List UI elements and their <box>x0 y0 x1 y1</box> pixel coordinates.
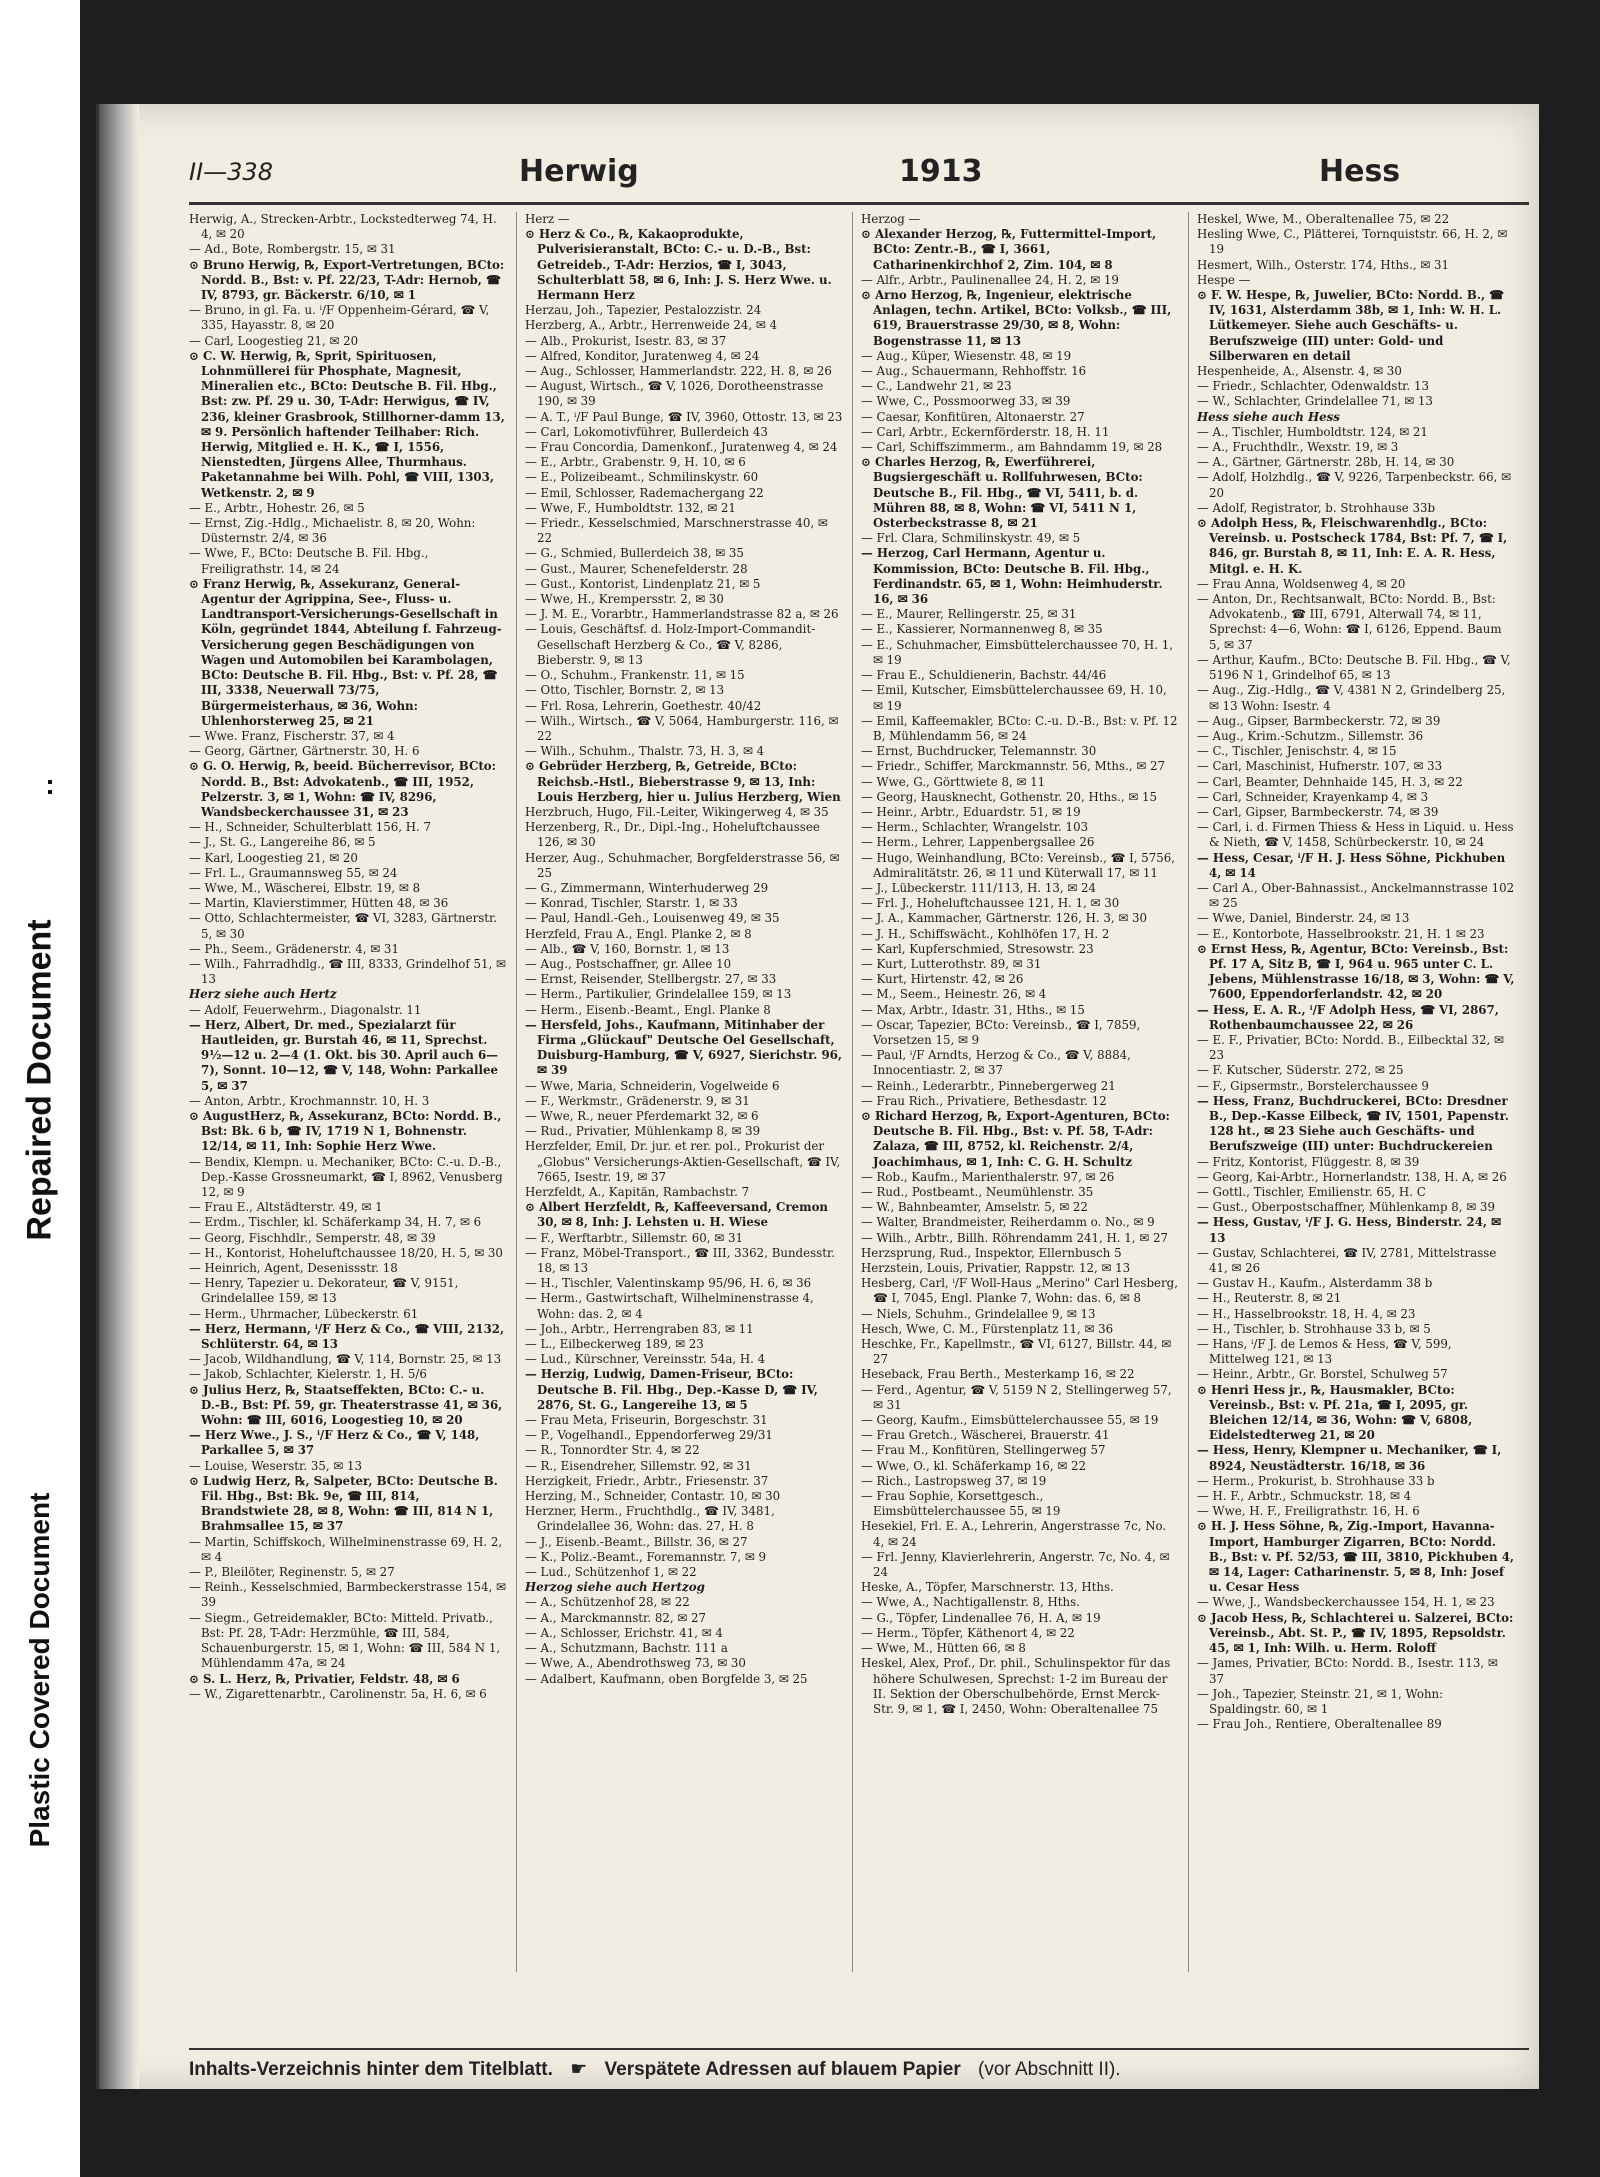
directory-entry: — H. F., Arbtr., Schmuckstr. 18, ✉ 4 <box>1197 1489 1412 1504</box>
directory-entry: — Herm., Eisenb.-Beamt., Engl. Planke 8 <box>525 1002 771 1017</box>
directory-entry: — E., Maurer, Rellingerstr. 25, ✉ 31 <box>861 607 1077 622</box>
directory-entry: — Heinr., Arbtr., Gr. Borstel, Schulweg 57 <box>1197 1367 1448 1382</box>
scanned-directory-page <box>96 104 1539 2089</box>
directory-entry: — Gust., Oberpostschaffner, Mühlenkamp 8, ✉ 39 <box>1197 1200 1495 1215</box>
directory-cross-reference: Herzog siehe auch Hertzog <box>525 1580 705 1595</box>
pointing-hand-icon: ☛ <box>570 2059 588 2080</box>
directory-entry: — Aug., Zig.-Hdlg., ☎ V, 4381 N 2, Grindelberg 25, ✉ 13 Wohn: Isestr. 4 <box>1197 683 1506 713</box>
directory-entry: — Bruno, in gl. Fa. u. ⁱ/F Oppenheim-Gérard, ☎ V, 335, Hayasstr. 8, ✉ 20 <box>189 303 490 333</box>
directory-entry: — H., Tischler, Valentinskamp 95/96, H. 6, ✉ 36 <box>525 1276 812 1291</box>
directory-entry: — Herm., Schlachter, Wrangelstr. 103 <box>861 820 1089 835</box>
directory-entry: — R., Eisendreher, Sillemstr. 92, ✉ 31 <box>525 1458 752 1473</box>
directory-entry: — Ernst, Zig.-Hdlg., Michaelistr. 8, ✉ 20, Wohn: Düsternstr. 2/4, ✉ 36 <box>189 516 476 546</box>
directory-entry: — Erdm., Tischler, kl. Schäferkamp 34, H. 7, ✉ 6 <box>189 1215 482 1230</box>
directory-entry: — Jacob, Wildhandlung, ☎ V, 114, Bornstr. 25, ✉ 13 <box>189 1352 502 1367</box>
directory-entry: — E., Arbtr., Hohestr. 26, ✉ 5 <box>189 500 365 515</box>
directory-entry: — Wwe, A., Nachtigallenstr. 8, Hths. <box>861 1595 1080 1610</box>
label-marker <box>48 790 52 794</box>
directory-entry: — Frau Joh., Rentiere, Oberaltenallee 89 <box>1197 1717 1442 1732</box>
directory-entry: — Frau E., Altstädterstr. 49, ✉ 1 <box>189 1200 383 1215</box>
directory-entry: — L., Eilbeckerweg 189, ✉ 23 <box>525 1337 704 1352</box>
directory-entry: — Alb., ☎ V, 160, Bornstr. 1, ✉ 13 <box>525 941 730 956</box>
directory-entry: — Emil, Kutscher, Eimsbüttelerchaussee 69, H. 10, ✉ 19 <box>861 683 1167 713</box>
page-number: II—338 <box>189 158 273 186</box>
directory-entry: — Carl, Gipser, Barmbeckerstr. 74, ✉ 39 <box>1197 804 1439 819</box>
directory-entry: Herzsprung, Rud., Inspektor, Ellernbusch 5 <box>861 1245 1122 1260</box>
directory-entry: — E., Arbtr., Grabenstr. 9, H. 10, ✉ 6 <box>525 455 746 470</box>
directory-entry: — H., Kontorist, Hoheluftchaussee 18/20, H. 5, ✉ 30 <box>189 1245 503 1260</box>
directory-entry: — Otto, Schlachtermeister, ☎ VI, 3283, Gärtnerstr. 5, ✉ 30 <box>189 911 498 941</box>
directory-entry: — Lud., Kürschner, Vereinsstr. 54a, H. 4 <box>525 1352 766 1367</box>
directory-listing-advert: ⊙ Jacob Hess, ℞, Schlachterei u. Salzerei, BCto: Vereinsb., Abt. St. P., ☎ IV, 1895, Repsoldstr. 45, ✉ 1, Inh: Wilh. u. Herm. Roloff <box>1197 1610 1514 1656</box>
directory-entry: — G., Töpfer, Lindenallee 76, H. A, ✉ 19 <box>861 1610 1101 1625</box>
directory-entry: Heske, A., Töpfer, Marschnerstr. 13, Hths. <box>861 1580 1114 1595</box>
directory-cross-reference: Herz siehe auch Hertz <box>189 987 337 1002</box>
directory-listing-advert: — Herzig, Ludwig, Damen-Friseur, BCto: Deutsche B. Fil. Hbg., Dep.-Kasse D, ☎ IV, 2876, St. G., Langereihe 13, ✉ 5 <box>525 1367 818 1412</box>
directory-entry: — Herm., Töpfer, Käthenort 4, ✉ 22 <box>861 1625 1075 1640</box>
directory-entry: Herzberg, A., Arbtr., Herrenweide 24, ✉ 4 <box>525 318 778 333</box>
directory-listing-advert: ⊙ Adolph Hess, ℞, Fleischwarenhdlg., BCto: Vereinsb. u. Postscheck 1784, Bst: Pf. 7, ☎ I, 846, gr. Burstah 8, ✉ 11, Inh: E. A. R. Hess, Mitgl. e. H. K. <box>1197 516 1508 576</box>
directory-entry: — Alfr., Arbtr., Paulinenallee 24, H. 2, ✉ 19 <box>861 272 1119 287</box>
directory-entry: Heschke, Fr., Kapellmstr., ☎ VI, 6127, Billstr. 44, ✉ 27 <box>861 1337 1172 1367</box>
directory-entry: — Franz, Möbel-Transport., ☎ III, 3362, Bundesstr. 18, ✉ 13 <box>525 1245 836 1276</box>
directory-entry: — Aug., Schlosser, Hammerlandstr. 222, H. 8, ✉ 26 <box>525 364 832 379</box>
directory-listing-advert: — Herz Wwe., J. S., ⁱ/F Herz & Co., ☎ V, 148, Parkallee 5, ✉ 37 <box>189 1428 480 1458</box>
directory-entry: — O., Schuhm., Frankenstr. 11, ✉ 15 <box>525 668 745 683</box>
directory-entry: — Wwe. Franz, Fischerstr. 37, ✉ 4 <box>189 728 395 743</box>
directory-entry: — Joh., Arbtr., Herrengraben 83, ✉ 11 <box>525 1321 754 1336</box>
directory-entry: — Martin, Klavierstimmer, Hütten 48, ✉ 36 <box>189 896 449 911</box>
directory-entry: — Anton, Dr., Rechtsanwalt, BCto: Nordd. B., Bst: Advokatenb., ☎ III, 6791, Alterwall 74, ✉ 11, Sprechst: 4—6, Wohn: ☎ I, 6126, Eppend. Baum 5, ✉ 37 <box>1197 592 1502 652</box>
directory-entry: — H., Tischler, b. Strohhause 33 b, ✉ 5 <box>1197 1321 1431 1336</box>
label-marker <box>48 780 52 784</box>
directory-entry: — Wwe, O., kl. Schäferkamp 16, ✉ 22 <box>861 1458 1087 1473</box>
directory-entry: — Otto, Tischler, Bornstr. 2, ✉ 13 <box>525 683 725 698</box>
directory-entry: — Friedr., Schiffer, Marckmannstr. 56, Mths., ✉ 27 <box>861 759 1165 774</box>
directory-entry: Hesekiel, Frl. E. A., Lehrerin, Angerstrasse 7c, No. 4, ✉ 24 <box>861 1519 1167 1549</box>
directory-entry: — Kurt, Hirtenstr. 42, ✉ 26 <box>861 972 1024 987</box>
directory-entry: — C., Tischler, Jenischstr. 4, ✉ 15 <box>1197 744 1397 759</box>
directory-listing-advert: ⊙ F. W. Hespe, ℞, Juwelier, BCto: Nordd. B., ☎ IV, 1631, Alsterdamm 38b, ✉ 1, Inh: W. H. L. Lütkemeyer. Siehe auch Geschäfts- u. Berufszweige (III) unter: Gold- und Silberwaren en detail <box>1197 288 1504 363</box>
directory-cross-reference: Hess siehe auch Hess <box>1197 409 1340 424</box>
directory-listing-advert: ⊙ Bruno Herwig, ℞, Export-Vertretungen, BCto: Nordd. B., Bst: v. Pf. 22/23, T-Adr: Hernob, ☎ IV, 8793, gr. Bäckerstr. 6/10, ✉ 1 <box>189 257 505 303</box>
repaired-document-label: Repaired Document <box>20 919 59 1241</box>
directory-entry: — Walter, Brandmeister, Reiherdamm o. No., ✉ 9 <box>861 1215 1155 1230</box>
directory-entry: — M., Seem., Heinestr. 26, ✉ 4 <box>861 987 1047 1002</box>
directory-entry: — Frau Meta, Friseurin, Borgeschstr. 31 <box>525 1413 768 1428</box>
footer-index-note: Inhalts-Verzeichnis hinter dem Titelblatt. <box>189 2059 553 2080</box>
directory-column-2 <box>525 212 843 1972</box>
directory-entry: — J., Lübeckerstr. 111/113, H. 13, ✉ 24 <box>861 880 1097 895</box>
header-first-word: Herwig <box>519 154 639 189</box>
directory-entry: — F. Kutscher, Süderstr. 272, ✉ 25 <box>1197 1063 1404 1078</box>
directory-entry: — Louise, Weserstr. 35, ✉ 13 <box>189 1458 363 1473</box>
directory-entry: — Wwe, F., BCto: Deutsche B. Fil. Hbg., Freiligrathstr. 14, ✉ 24 <box>189 546 429 576</box>
directory-entry: — Max, Arbtr., Idastr. 31, Hths., ✉ 15 <box>861 1002 1085 1017</box>
directory-entry: — Anton, Arbtr., Krochmannstr. 10, H. 3 <box>189 1093 430 1108</box>
directory-entry: — A. T., ⁱ/F Paul Bunge, ☎ IV, 3960, Ottostr. 13, ✉ 23 <box>525 409 843 424</box>
directory-column-4 <box>1197 212 1515 1972</box>
directory-columns <box>189 212 1529 1972</box>
directory-entry: — P., Vogelhandl., Eppendorferweg 29/31 <box>525 1428 773 1443</box>
directory-listing-advert: ⊙ G. O. Herwig, ℞, beeid. Bücherrevisor, BCto: Nordd. B., Bst: Advokatenb., ☎ III, 1952, Pelzerstr. 3, ✉ 1, Wohn: ☎ IV, 8296, Wandsbeckerchaussee 31, ✉ 23 <box>189 759 497 819</box>
header-rule <box>189 202 1529 205</box>
directory-entry: — Aug., Küper, Wiesenstr. 48, ✉ 19 <box>861 348 1072 363</box>
directory-entry: Herzenberg, R., Dr., Dipl.-Ing., Hoheluftchaussee 126, ✉ 30 <box>525 820 820 850</box>
directory-entry: — Kurt, Lutterothstr. 89, ✉ 31 <box>861 956 1042 971</box>
directory-entry: — Wwe, M., Hütten 66, ✉ 8 <box>861 1641 1026 1656</box>
directory-entry: — Lud., Schützenhof 1, ✉ 22 <box>525 1565 697 1580</box>
directory-entry: — Adalbert, Kaufmann, oben Borgfelde 3, ✉ 25 <box>525 1671 808 1686</box>
directory-entry: — G., Schmied, Bullerdeich 38, ✉ 35 <box>525 546 744 561</box>
directory-entry: — Aug., Schauermann, Rehhoffstr. 16 <box>861 364 1087 379</box>
directory-entry: — Karl, Kupferschmied, Stresowstr. 23 <box>861 941 1094 956</box>
directory-entry: Heskel, Wwe, M., Oberaltenallee 75, ✉ 22 <box>1197 212 1450 226</box>
directory-listing-advert: — Herzog, Carl Hermann, Agentur u. Kommission, BCto: Deutsche B. Fil. Hbg., Ferdinandstr. 65, ✉ 1, Wohn: Heimhuderstr. 16, ✉ 36 <box>861 546 1163 607</box>
directory-listing-advert: — Hess, E. A. R., ⁱ/F Adolph Hess, ☎ VI, 2867, Rothenbaumchaussee 22, ✉ 26 <box>1197 1002 1499 1032</box>
directory-entry: Heseback, Frau Berth., Mesterkamp 16, ✉ 22 <box>861 1367 1135 1382</box>
directory-listing-advert: ⊙ Albert Herzfeldt, ℞, Kaffeeversand, Cremon 30, ✉ 8, Inh: J. Lehsten u. H. Wiese <box>525 1200 829 1230</box>
directory-entry: — Heinr., Arbtr., Eduardstr. 51, ✉ 19 <box>861 804 1081 819</box>
column-divider <box>516 212 517 1972</box>
directory-entry: — Ernst, Buchdrucker, Telemannstr. 30 <box>861 744 1097 759</box>
directory-entry: — Hans, ⁱ/F J. de Lemos & Hess, ☎ V, 599, Mittelweg 121, ✉ 13 <box>1197 1337 1452 1367</box>
directory-entry: — Georg, Gärtner, Gärtnerstr. 30, H. 6 <box>189 744 420 759</box>
directory-entry: — Arthur, Kaufm., BCto: Deutsche B. Fil. Hbg., ☎ V, 5196 N 1, Grindelhof 65, ✉ 13 <box>1197 652 1511 683</box>
directory-entry: — Aug., Gipser, Barmbeckerstr. 72, ✉ 39 <box>1197 713 1441 728</box>
directory-entry: Hesberg, Carl, ⁱ/F Woll-Haus „Merino" Carl Hesberg, ☎ I, 7045, Engl. Planke 7, Wohn: das. 6, ✉ 8 <box>861 1276 1178 1306</box>
directory-entry: — Gust., Kontorist, Lindenplatz 21, ✉ 5 <box>525 576 761 591</box>
directory-entry: Herzfelder, Emil, Dr. jur. et rer. pol., Prokurist der „Globus" Versicherungs-Aktien-Gesellschaft, ☎ IV, 7665, Isestr. 19, ✉ 37 <box>525 1139 841 1184</box>
directory-entry: — Frau Gretch., Wäscherei, Brauerstr. 41 <box>861 1428 1110 1443</box>
directory-listing-advert: ⊙ C. W. Herwig, ℞, Sprit, Spirituosen, Lohnmüllerei für Phosphate, Magnesit, Mineralien etc., BCto: Deutsche B. Fil. Hbg., Bst: zw. Pf. 29 u. 30, T-Adr: Herwigus, ☎ IV, 236, kleiner Grasbrook, Stillhorner-damm 13, ✉ 9. Persönlich haftender Teilhaber: Rich. Herwig, Mitglied e. H. K., ☎ I, 1556, Nienstedten, Jürgens Allee, Thurmhaus. Paketannahme bei Wilh. Pohl, ☎ VIII, 1303, Wetkenstr. 2, ✉ 9 <box>189 348 505 500</box>
directory-listing-advert: — Herz, Hermann, ⁱ/F Herz & Co., ☎ VIII, 2132, Schlüterstr. 64, ✉ 13 <box>189 1321 505 1352</box>
directory-entry: — Aug., Krim.-Schutzm., Sillemstr. 36 <box>1197 728 1424 743</box>
directory-entry: — Wwe, J., Wandsbeckerchaussee 154, H. 1, ✉ 23 <box>1197 1595 1495 1610</box>
directory-entry: — A., Schützenhof 28, ✉ 22 <box>525 1595 690 1610</box>
directory-listing-advert: ⊙ Ernst Hess, ℞, Agentur, BCto: Vereinsb., Bst: Pf. 17 A, Sitz B, ☎ I, 964 u. 965 unter C. L. Jebens, Mühlenstrasse 16/18, ✉ 3, Wohn: ☎ V, 7600, Eppendorferlandstr. 42, ✉ 20 <box>1197 941 1515 1002</box>
directory-entry: — Adolf, Feuerwehrm., Diagonalstr. 11 <box>189 1002 422 1017</box>
directory-entry: — E., Polizeibeamt., Schmilinskystr. 60 <box>525 470 759 485</box>
directory-entry: — Frl. Jenny, Klavierlehrerin, Angerstr. 7c, No. 4, ✉ 24 <box>861 1549 1170 1580</box>
directory-entry: — A., Tischler, Humboldtstr. 124, ✉ 21 <box>1197 424 1428 439</box>
directory-entry: — C., Landwehr 21, ✉ 23 <box>861 379 1012 394</box>
directory-entry: Herzigkeit, Friedr., Arbtr., Friesenstr. 37 <box>525 1473 769 1488</box>
directory-entry: — Joh., Tapezier, Steinstr. 21, ✉ 1, Wohn: Spaldingstr. 60, ✉ 1 <box>1197 1686 1444 1716</box>
directory-entry: — Carl, Lokomotivführer, Bullerdeich 43 <box>525 424 768 439</box>
directory-listing-advert: ⊙ Julius Herz, ℞, Staatseffekten, BCto: C.- u. D.-B., Bst: Pf. 59, gr. Theaterstrasse 41, ✉ 36, Wohn: ☎ III, 6016, Loogestieg 10, ✉ 20 <box>189 1382 503 1428</box>
directory-listing-advert: ⊙ Herz & Co., ℞, Kakaoprodukte, Pulverisieranstalt, BCto: C.- u. D.-B., Bst: Getreideb., T-Adr: Herzios, ☎ I, 3043, Schulterblatt 58, ✉ 6, Inh: J. S. Herz Wwe. u. Hermann Herz <box>525 227 832 303</box>
directory-entry: — Frau Concordia, Damenkonf., Juratenweg 4, ✉ 24 <box>525 440 838 455</box>
directory-entry: — Wwe, H., Krempersstr. 2, ✉ 30 <box>525 592 724 607</box>
directory-entry: — Wwe, Daniel, Binderstr. 24, ✉ 13 <box>1197 911 1410 926</box>
directory-entry: — Ernst, Reisender, Stellbergstr. 27, ✉ 33 <box>525 972 777 987</box>
directory-entry: — Siegm., Getreidemakler, BCto: Mitteld. Privatb., Bst: Pf. 28, T-Adr: Herzmühle, ☎ III, 584, Schauenburgerstr. 15, ✉ 1, Wohn: ☎ III, 584 N 1, Mühlendamm 47a, ✉ 24 <box>189 1610 501 1671</box>
directory-entry: Herzog — <box>861 212 921 226</box>
directory-entry: — Hugo, Weinhandlung, BCto: Vereinsb., ☎ I, 5756, Admiralitätstr. 26, ✉ 11 und Küterwall 17, ✉ 11 <box>861 850 1176 880</box>
directory-entry: — Frl. Rosa, Lehrerin, Goethestr. 40/42 <box>525 698 762 713</box>
directory-entry: — Frl. Clara, Schmilinskystr. 49, ✉ 5 <box>861 531 1081 546</box>
directory-entry: — W., Bahnbeamter, Amselstr. 5, ✉ 22 <box>861 1200 1088 1215</box>
directory-entry: — Frau E., Schuldienerin, Bachstr. 44/46 <box>861 668 1107 683</box>
directory-entry: — Konrad, Tischler, Starstr. 1, ✉ 33 <box>525 896 738 911</box>
directory-entry: — Georg, Kai-Arbtr., Hornerlandstr. 138, H. A, ✉ 26 <box>1197 1169 1507 1184</box>
directory-entry: — Carl, i. d. Firmen Thiess & Hess in Liquid. u. Hess & Nieth, ☎ V, 1458, Schürbeckerstr. 10, ✉ 24 <box>1197 820 1514 850</box>
directory-entry: — Herm., Partikulier, Grindelallee 159, ✉ 13 <box>525 987 792 1002</box>
page-header <box>189 148 1529 192</box>
directory-entry: — A., Schutzmann, Bachstr. 111 a <box>525 1641 728 1656</box>
directory-entry: — Reinh., Lederarbtr., Pinnebergerweg 21 <box>861 1078 1116 1093</box>
directory-entry: — Emil, Schlosser, Rademachergang 22 <box>525 485 764 500</box>
page-content <box>189 148 1529 2080</box>
directory-listing-advert: ⊙ Gebrüder Herzberg, ℞, Getreide, BCto: Reichsb.-Hstl., Bieberstrasse 9, ✉ 13, Inh: Louis Herzberg, hier u. Julius Herzberg, Wien <box>525 759 841 804</box>
directory-entry: — Wwe, F., Humboldtstr. 132, ✉ 21 <box>525 500 736 515</box>
directory-entry: — E., Schuhmacher, Eimsbüttelerchaussee 70, H. 1, ✉ 19 <box>861 637 1173 667</box>
directory-entry: — James, Privatier, BCto: Nordd. B., Isestr. 113, ✉ 37 <box>1197 1656 1498 1686</box>
directory-entry: — A., Gärtner, Gärtnerstr. 28b, H. 14, ✉ 30 <box>1197 455 1455 470</box>
directory-entry: — A., Schlosser, Erichstr. 41, ✉ 4 <box>525 1625 723 1640</box>
directory-entry: — Gust., Maurer, Schenefelderstr. 28 <box>525 561 748 576</box>
directory-entry: — Frau M., Konfitüren, Stellingerweg 57 <box>861 1443 1106 1458</box>
directory-entry: — E., Kassierer, Normannenweg 8, ✉ 35 <box>861 622 1103 637</box>
directory-entry: Hesling Wwe, C., Plätterei, Tornquiststr. 66, H. 2, ✉ 19 <box>1197 227 1508 257</box>
directory-entry: Herz — <box>525 212 570 226</box>
directory-entry: — F., Gipsermstr., Borstelerchaussee 9 <box>1197 1078 1429 1093</box>
directory-column-1 <box>189 212 507 1972</box>
directory-entry: Herzbruch, Hugo, Fil.-Leiter, Wikingerweg 4, ✉ 35 <box>525 804 829 819</box>
directory-entry: — Carl, Beamter, Dehnhaide 145, H. 3, ✉ 22 <box>1197 774 1463 789</box>
directory-entry: — Herm., Lehrer, Lappenbergsallee 26 <box>861 835 1095 850</box>
directory-entry: — Emil, Kaffeemakler, BCto: C.-u. D.-B., Bst: v. Pf. 12 B, Mühlendamm 56, ✉ 24 <box>861 713 1178 743</box>
directory-entry: — Carl, Schiffszimmerm., am Bahndamm 19, ✉ 28 <box>861 440 1163 455</box>
directory-entry: — A., Fruchthdlr., Wexstr. 19, ✉ 3 <box>1197 440 1399 455</box>
directory-listing-advert: ⊙ Henri Hess jr., ℞, Hausmakler, BCto: Vereinsb., Bst: v. Pf. 21a, ☎ I, 2095, gr. Bleichen 12/14, ✉ 36, Wohn: ☎ V, 6808, Eidelstedterweg 21, ✉ 20 <box>1197 1382 1473 1443</box>
directory-listing-advert: ⊙ AugustHerz, ℞, Assekuranz, BCto: Nordd. B., Bst: Bk. 6 b, ☎ IV, 1719 N 1, Bohnenstr. 12/14, ✉ 11, Inh: Sophie Herz Wwe. <box>189 1108 502 1154</box>
directory-entry: — Friedr., Kesselschmied, Marschnerstrasse 40, ✉ 22 <box>525 516 828 546</box>
directory-entry: — Georg, Kaufm., Eimsbüttelerchaussee 55, ✉ 19 <box>861 1413 1159 1428</box>
directory-entry: — Rich., Lastropsweg 37, ✉ 19 <box>861 1473 1047 1488</box>
directory-entry: Hesmert, Wilh., Osterstr. 174, Hths., ✉ 31 <box>1197 257 1449 272</box>
directory-listing-advert: ⊙ Arno Herzog, ℞, Ingenieur, elektrische Anlagen, techn. Artikel, BCto: Volksb., ☎ III, 619, Brauerstrasse 29/30, ✉ 8, Wohn: Bogenstrasse 11, ✉ 13 <box>861 288 1172 348</box>
directory-entry: — W., Schlachter, Grindelallee 71, ✉ 13 <box>1197 394 1433 409</box>
directory-entry: — Frl. J., Hoheluftchaussee 121, H. 1, ✉ 30 <box>861 896 1120 911</box>
directory-entry: Hespenheide, A., Alsenstr. 4, ✉ 30 <box>1197 364 1402 379</box>
directory-entry: — Rob., Kaufm., Marienthalerstr. 97, ✉ 26 <box>861 1169 1115 1184</box>
page-gutter <box>99 104 139 2089</box>
directory-entry: — Frau Rich., Privatiere, Bethesdastr. 12 <box>861 1093 1107 1108</box>
directory-listing-advert: ⊙ Ludwig Herz, ℞, Salpeter, BCto: Deutsche B. Fil. Hbg., Bst: Bk. 9e, ☎ III, 814, Brandstwiete 28, ✉ 8, Wohn: ☎ III, 814 N 1, Brahmsallee 15, ✉ 37 <box>189 1473 498 1534</box>
directory-entry: — G., Zimmermann, Winterhuderweg 29 <box>525 880 769 895</box>
directory-entry: — Wwe, C., Possmoorweg 33, ✉ 39 <box>861 394 1071 409</box>
directory-entry: — H., Schneider, Schulterblatt 156, H. 7 <box>189 820 432 835</box>
page-footer <box>189 2048 1529 2088</box>
directory-entry: — Frau Anna, Woldsenweg 4, ✉ 20 <box>1197 576 1406 591</box>
directory-entry: — Wilh., Arbtr., Billh. Röhrendamm 241, H. 1, ✉ 27 <box>861 1230 1168 1245</box>
directory-entry: — Jakob, Schlachter, Kielerstr. 1, H. 5/6 <box>189 1367 427 1382</box>
directory-entry: — Bendix, Klempn. u. Mechaniker, BCto: C.-u. D.-B., Dep.-Kasse Grossneumarkt, ☎ I, 8962, Venusberg 12, ✉ 9 <box>189 1154 503 1199</box>
directory-entry: — J., St. G., Langereihe 86, ✉ 5 <box>189 835 376 850</box>
directory-entry: — Wilh., Wirtsch., ☎ V, 5064, Hamburgerstr. 116, ✉ 22 <box>525 713 839 743</box>
directory-entry: Herzer, Aug., Schuhmacher, Borgfelderstrasse 56, ✉ 25 <box>525 850 840 880</box>
footer-section-note: (vor Abschnitt II). <box>978 2059 1121 2080</box>
directory-entry: — Alb., Prokurist, Isestr. 83, ✉ 37 <box>525 333 727 348</box>
directory-entry: — J. A., Kammacher, Gärtnerstr. 126, H. 3, ✉ 30 <box>861 911 1148 926</box>
directory-column-3 <box>861 212 1179 1972</box>
directory-listing-advert: — Hess, Franz, Buchdruckerei, BCto: Dresdner B., Dep.-Kasse Eilbeck, ☎ IV, 1501, Papenstr. 128 ht., ✉ 23 Siehe auch Geschäfts- und Berufszweige (III) unter: Buchdruckereien <box>1197 1093 1509 1154</box>
directory-entry: — Wilh., Fahrradhdlg., ☎ III, 8333, Grindelhof 51, ✉ 13 <box>189 956 506 987</box>
directory-entry: — Carl A., Ober-Bahnassist., Anckelmannstrasse 102 ✉ 25 <box>1197 880 1515 911</box>
directory-entry: — Carl, Loogestieg 21, ✉ 20 <box>189 333 359 348</box>
directory-entry: — Rud., Privatier, Mühlenkamp 8, ✉ 39 <box>525 1124 761 1139</box>
header-last-word: Hess <box>1319 154 1401 189</box>
directory-entry: — Alfred, Konditor, Juratenweg 4, ✉ 24 <box>525 348 760 363</box>
directory-entry: — Carl, Schneider, Krayenkamp 4, ✉ 3 <box>1197 789 1429 804</box>
directory-listing-advert: ⊙ S. L. Herz, ℞, Privatier, Feldstr. 48, ✉ 6 <box>189 1671 460 1686</box>
directory-entry: — Wwe, M., Wäscherei, Elbstr. 19, ✉ 8 <box>189 880 421 895</box>
directory-entry: — Henry, Tapezier u. Dekorateur, ☎ V, 9151, Grindelallee 159, ✉ 13 <box>189 1276 459 1306</box>
directory-entry: — Carl, Arbtr., Eckernförderstr. 18, H. 11 <box>861 424 1110 439</box>
directory-entry: — Niels, Schuhm., Grindelallee 9, ✉ 13 <box>861 1306 1096 1321</box>
directory-listing-advert: — Herz, Albert, Dr. med., Spezialarzt für Hautleiden, gr. Burstah 46, ✉ 11, Sprechst. 9½—12 u. 2—4 (1. Okt. bis 30. April auch 6—7), Sonnt. 10—12, ☎ V, 148, Wohn: Parkallee 5, ✉ 37 <box>189 1017 498 1093</box>
directory-entry: — Paul, ⁱ/F Arndts, Herzog & Co., ☎ V, 8884, Innocentiastr. 2, ✉ 37 <box>861 1048 1131 1078</box>
directory-entry: — Martin, Schiffskoch, Wilhelminenstrasse 69, H. 2, ✉ 4 <box>189 1534 503 1564</box>
directory-entry: — Wwe, R., neuer Pferdemarkt 32, ✉ 6 <box>525 1108 759 1123</box>
directory-entry: Herzner, Herm., Fruchthdlg., ☎ IV, 3481, Grindelallee 36, Wohn: das. 27, H. 8 <box>525 1504 775 1534</box>
directory-entry: — Herm., Gastwirtschaft, Wilhelminenstrasse 4, Wohn: das. 2, ✉ 4 <box>525 1291 814 1321</box>
directory-entry: — Gottl., Tischler, Emilienstr. 65, H. C <box>1197 1185 1426 1199</box>
directory-listing-advert: ⊙ Charles Herzog, ℞, Ewerführerei, Bugsiergeschäft u. Rollfuhrwesen, BCto: Deutsche B., Fil. Hbg., ☎ VI, 5411, b. d. Mühren 88, ✉ 8, Wohn: ☎ VI, 5411 N 1, Osterbeckstrasse 8, ✉ 21 <box>861 455 1143 531</box>
directory-listing-advert: ⊙ Richard Herzog, ℞, Export-Agenturen, BCto: Deutsche B. Fil. Hbg., Bst: v. Pf. 58, T-Adr: Zalaza, ☎ III, 8752, kl. Reichenstr. 2/4, Joachimhaus, ✉ 1, Inh: C. G. H. Schultz <box>861 1108 1170 1169</box>
directory-entry: Herzfeld, Frau A., Engl. Planke 2, ✉ 8 <box>525 926 752 941</box>
overlay-label-strip <box>0 0 80 2177</box>
directory-entry: Herzstein, Louis, Privatier, Rappstr. 12, ✉ 13 <box>861 1261 1131 1276</box>
directory-entry: — F., Werftarbtr., Sillemstr. 60, ✉ 31 <box>525 1230 743 1245</box>
header-year: 1913 <box>899 154 983 189</box>
directory-entry: Heskel, Alex, Prof., Dr. phil., Schulinspektor für das höhere Schulwesen, Sprechst: 1-2 im Bureau der II. Sektion der Oberschulbehörde, Ernst Merck-Str. 9, ✉ 1, ☎ I, 2450, Wohn: Oberaltenallee 75 <box>861 1656 1171 1716</box>
footer-late-addresses-note: Verspätete Adressen auf blauem Papier <box>604 2059 961 2080</box>
directory-listing-advert: ⊙ Franz Herwig, ℞, Assekuranz, General-Agentur der Agrippina, See-, Fluss- u. Landtransport-Versicherungs-Gesellschaft in Köln, gegründet 1844, Abteilung f. Fahrzeug-Versicherung gegen Beschädigungen von Wagen und Automobilen bei Karambolagen, BCto: Deutsche B. Fil. Hbg., Bst: v. Pf. 28, ☎ III, 3338, Neuerwall 73/75, Bürgermeisterhaus, ✉ 36, Wohn: Uhlenhorsterweg 25, ✉ 21 <box>189 576 502 728</box>
directory-entry: — Heinrich, Agent, Desenissstr. 18 <box>189 1261 398 1276</box>
directory-entry: — Herm., Prokurist, b. Strohhause 33 b <box>1197 1473 1435 1488</box>
directory-entry: — Georg, Fischhdlr., Semperstr. 48, ✉ 39 <box>189 1230 436 1245</box>
directory-entry: — J., Eisenb.-Beamt., Billstr. 36, ✉ 27 <box>525 1534 748 1549</box>
directory-entry: — Ph., Seem., Grädenerstr. 4, ✉ 31 <box>189 941 399 956</box>
directory-entry: — Frau Sophie, Korsettgesch., Eimsbüttelerchaussee 55, ✉ 19 <box>861 1489 1061 1519</box>
directory-listing-advert: ⊙ H. J. Hess Söhne, ℞, Zig.-Import, Havanna-Import, Hamburger Zigarren, BCto: Nordd. B., Bst: v. Pf. 52/53, ☎ III, 3810, Pickhuben 4, ✉ 14, Lager: Catharinenstr. 5, ✉ 8, Inh: Josef u. Cesar Hess <box>1197 1519 1515 1595</box>
directory-entry: — E. F., Privatier, BCto: Nordd. B., Eilbecktal 32, ✉ 23 <box>1197 1032 1504 1063</box>
directory-entry: — Frl. L., Graumannsweg 55, ✉ 24 <box>189 865 398 880</box>
directory-entry: — Gustav H., Kaufm., Alsterdamm 38 b <box>1197 1276 1433 1291</box>
directory-entry: — Fritz, Kontorist, Flüggestr. 8, ✉ 39 <box>1197 1154 1420 1169</box>
plastic-covered-document-label: Plastic Covered Document <box>24 1492 55 1848</box>
directory-entry: — Ad., Bote, Rombergstr. 15, ✉ 31 <box>189 242 396 257</box>
directory-entry: — Wilh., Schuhm., Thalstr. 73, H. 3, ✉ 4 <box>525 744 765 759</box>
directory-entry: — Herm., Uhrmacher, Lübeckerstr. 61 <box>189 1306 419 1321</box>
directory-entry: — Ferd., Agentur, ☎ V, 5159 N 2, Stellingerweg 57, ✉ 31 <box>861 1382 1172 1412</box>
directory-listing-advert: ⊙ Alexander Herzog, ℞, Futtermittel-Import, BCto: Zentr.-B., ☎ I, 3661, Catharinenkirchhof 2, Zim. 104, ✉ 8 <box>861 227 1157 272</box>
directory-entry: — P., Bleilöter, Reginenstr. 5, ✉ 27 <box>189 1565 395 1580</box>
directory-entry: — Wwe, A., Abendrothsweg 73, ✉ 30 <box>525 1656 746 1671</box>
directory-entry: — K., Poliz.-Beamt., Foremannstr. 7, ✉ 9 <box>525 1549 766 1564</box>
directory-entry: — Caesar, Konfitüren, Altonaerstr. 27 <box>861 409 1085 424</box>
directory-entry: — H., Hasselbrookstr. 18, H. 4, ✉ 23 <box>1197 1306 1416 1321</box>
directory-entry: — August, Wirtsch., ☎ V, 1026, Dorotheenstrasse 190, ✉ 39 <box>525 379 824 409</box>
directory-listing-advert: — Hess, Cesar, ⁱ/F H. J. Hess Söhne, Pickhuben 4, ✉ 14 <box>1197 850 1506 880</box>
directory-entry: — Wwe, G., Görttwiete 8, ✉ 11 <box>861 774 1046 789</box>
directory-entry: — J. M. E., Vorarbtr., Hammerlandstrasse 82 a, ✉ 26 <box>525 607 839 622</box>
directory-entry: — Wwe, H. F., Freiligrathstr. 16, H. 6 <box>1197 1504 1420 1519</box>
directory-listing-advert: — Hess, Gustav, ⁱ/F J. G. Hess, Binderstr. 24, ✉ 13 <box>1197 1215 1502 1245</box>
directory-entry: — H., Reuterstr. 8, ✉ 21 <box>1197 1291 1342 1306</box>
directory-listing-advert: — Hersfeld, Johs., Kaufmann, Mitinhaber der Firma „Glückauf" Deutsche Oel Gesellschaft, Duisburg-Hamburg, ☎ V, 6927, Sierichstr. 96, ✉ 39 <box>525 1017 842 1078</box>
directory-entry: — F., Werkmstr., Grädenerstr. 9, ✉ 31 <box>525 1093 750 1108</box>
directory-entry: — Aug., Postschaffner, gr. Allee 10 <box>525 956 732 971</box>
directory-entry: — Georg, Hausknecht, Gothenstr. 20, Hths., ✉ 15 <box>861 789 1158 804</box>
directory-entry: Hespe — <box>1197 272 1251 287</box>
directory-entry: — Wwe, Maria, Schneiderin, Vogelweide 6 <box>525 1078 780 1093</box>
column-divider <box>1188 212 1189 1972</box>
directory-entry: — Paul, Handl.-Geh., Louisenweg 49, ✉ 35 <box>525 911 780 926</box>
directory-entry: — A., Marckmannstr. 82, ✉ 27 <box>525 1610 707 1625</box>
directory-entry: — Adolf, Holzhdlg., ☎ V, 9226, Tarpenbeckstr. 66, ✉ 20 <box>1197 470 1512 500</box>
directory-entry: — Louis, Geschäftsf. d. Holz-Import-Commandit-Gesellschaft Herzberg & Co., ☎ V, 8286, Bieberstr. 9, ✉ 13 <box>525 622 816 667</box>
directory-entry: — Oscar, Tapezier, BCto: Vereinsb., ☎ I, 7859, Vorsetzen 15, ✉ 9 <box>861 1017 1141 1047</box>
directory-entry: — Carl, Maschinist, Hufnerstr. 107, ✉ 33 <box>1197 759 1443 774</box>
directory-entry: Herzing, M., Schneider, Contastr. 10, ✉ 30 <box>525 1489 781 1504</box>
directory-entry: — W., Zigarettenarbtr., Carolinenstr. 5a, H. 6, ✉ 6 <box>189 1686 487 1701</box>
directory-entry: — Gustav, Schlachterei, ☎ IV, 2781, Mittelstrasse 41, ✉ 26 <box>1197 1245 1497 1276</box>
directory-entry: Herzfeldt, A., Kapitän, Rambachstr. 7 <box>525 1185 750 1199</box>
directory-entry: — R., Tonnordter Str. 4, ✉ 22 <box>525 1443 700 1458</box>
directory-entry: — E., Kontorbote, Hasselbrookstr. 21, H. 1 ✉ 23 <box>1197 926 1485 941</box>
directory-entry: — Karl, Loogestieg 21, ✉ 20 <box>189 850 358 865</box>
directory-entry: — Adolf, Registrator, b. Strohhause 33b <box>1197 500 1436 515</box>
directory-entry: Herwig, A., Strecken-Arbtr., Lockstedterweg 74, H. 4, ✉ 20 <box>189 212 497 242</box>
directory-entry: — Rud., Postbeamt., Neumühlenstr. 35 <box>861 1185 1094 1199</box>
directory-entry: — Reinh., Kesselschmied, Barmbeckerstrasse 154, ✉ 39 <box>189 1580 506 1610</box>
directory-entry: Herzau, Joh., Tapezier, Pestalozzistr. 24 <box>525 303 762 318</box>
directory-entry: — Friedr., Schlachter, Odenwaldstr. 13 <box>1197 379 1430 394</box>
directory-listing-advert: — Hess, Henry, Klempner u. Mechaniker, ☎ I, 8924, Neustädterstr. 16/18, ✉ 36 <box>1197 1443 1502 1473</box>
directory-entry: Hesch, Wwe, C. M., Fürstenplatz 11, ✉ 36 <box>861 1321 1114 1336</box>
directory-entry: — J. H., Schiffswächt., Kohlhöfen 17, H. 2 <box>861 926 1110 941</box>
column-divider <box>852 212 853 1972</box>
